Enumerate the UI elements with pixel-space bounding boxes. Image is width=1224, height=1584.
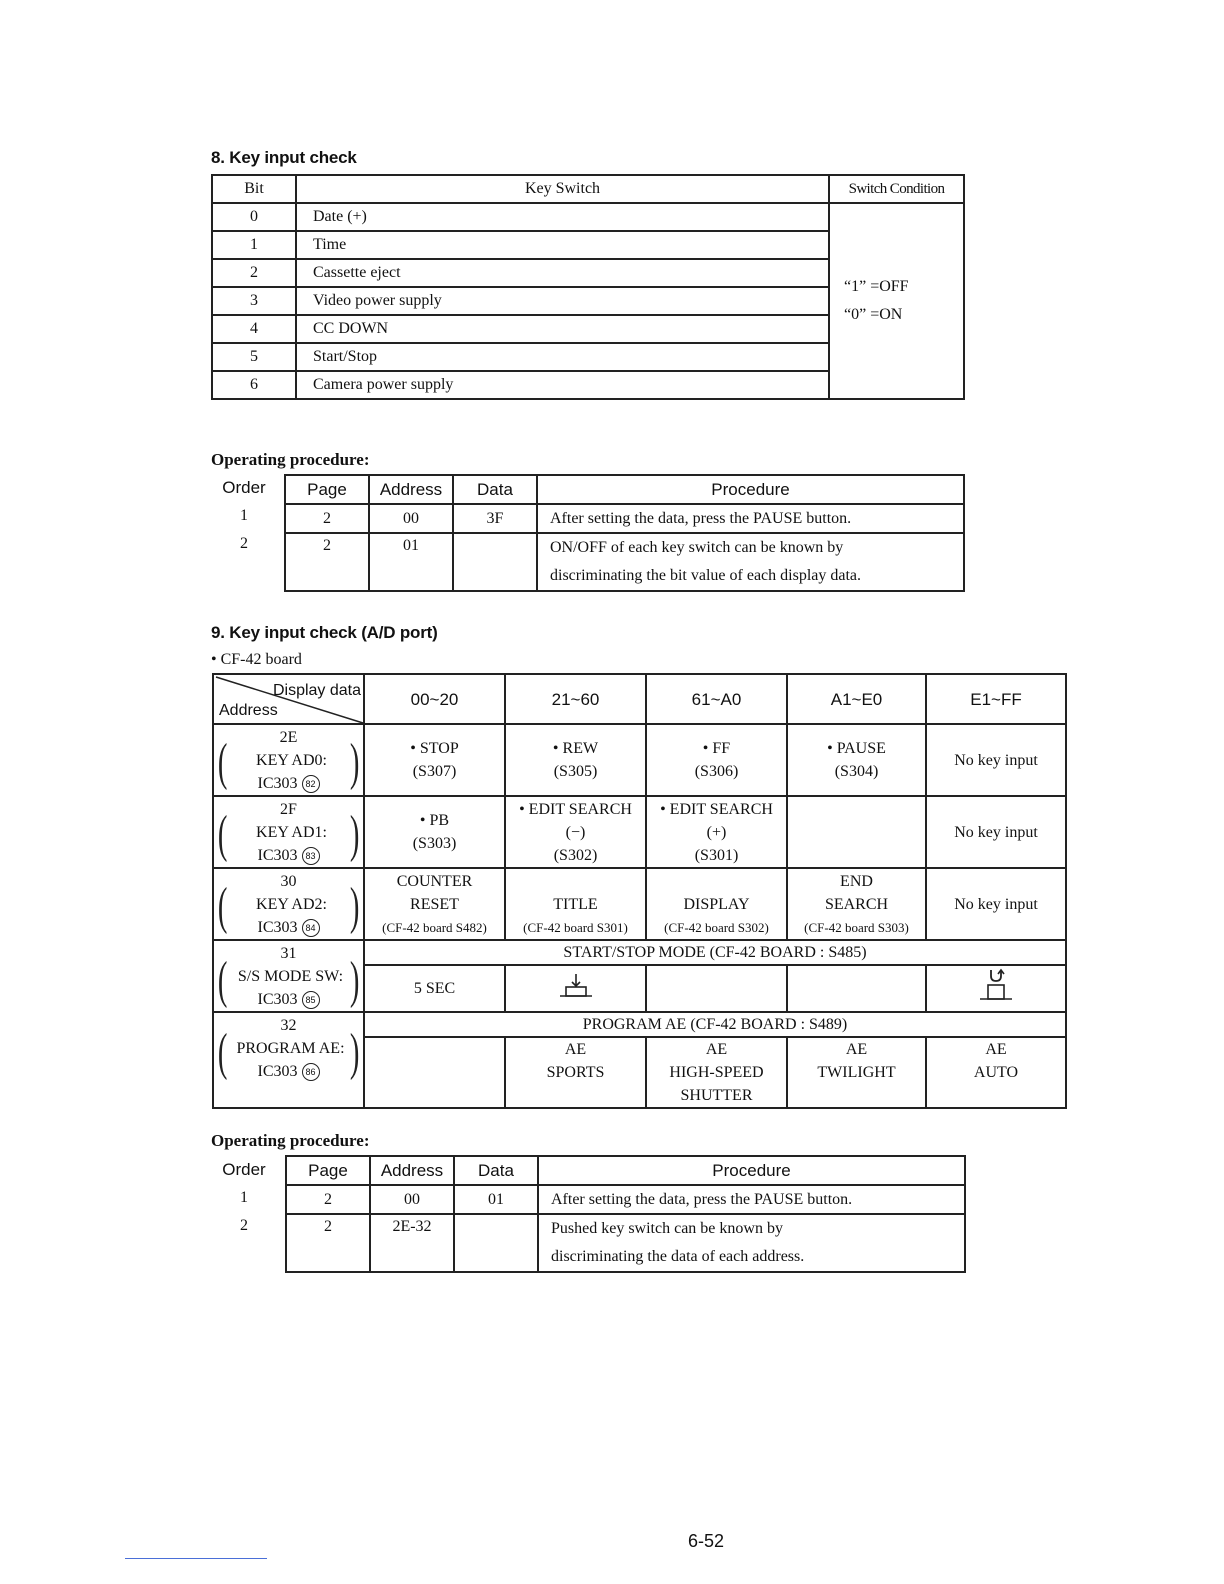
pin-number-badge: 85	[302, 991, 320, 1009]
condition-on: “0” =ON	[844, 306, 903, 323]
bit-cell: 6	[212, 371, 296, 399]
ad-port-table	[212, 673, 1067, 1109]
key-input-table	[211, 174, 965, 400]
data-cell	[453, 533, 537, 591]
address-cell: 2E-32	[370, 1214, 454, 1272]
col-header-e1-ff: E1~FF	[926, 674, 1066, 724]
left-paren: (	[217, 806, 228, 863]
bit-cell: 5	[212, 343, 296, 371]
order-label: Order	[222, 478, 266, 497]
table-row	[213, 796, 1066, 868]
cell	[787, 868, 926, 940]
ic-label: IC303	[257, 991, 298, 1008]
table-row	[213, 1037, 1066, 1108]
cell-line: SEARCH	[824, 895, 889, 913]
ic-label: IC303	[257, 774, 298, 792]
cell: No key input	[926, 724, 1066, 796]
left-paren: (	[217, 952, 228, 1009]
address-key-label: PROGRAM AE:	[236, 1040, 345, 1057]
corner-header-cell	[213, 674, 364, 724]
address-key-label: KEY AD0:	[256, 751, 327, 769]
switch-condition-cell	[829, 203, 964, 399]
col-header-switch-condition: Switch Condition	[829, 175, 964, 203]
procedure-cell	[537, 533, 964, 591]
order-1: 1	[240, 1189, 248, 1206]
cell	[646, 868, 787, 940]
cell	[505, 796, 646, 868]
table-row	[286, 1185, 965, 1214]
data-cell	[454, 1214, 538, 1272]
self-timer-icon	[556, 972, 596, 998]
cell	[646, 1037, 787, 1108]
key-cell: Date (+)	[296, 203, 829, 231]
cell	[364, 1037, 505, 1108]
address-cell: 01	[369, 533, 453, 591]
cell-line: • FF	[702, 740, 731, 757]
cell-line: (S305)	[553, 763, 598, 780]
cell-line: SHUTTER	[680, 1087, 753, 1104]
cell-line: (S304)	[834, 763, 879, 780]
ic-label: IC303	[257, 1063, 298, 1080]
address-cell: 00	[370, 1185, 454, 1214]
page-cell: 2	[285, 504, 369, 533]
table-header-row	[212, 175, 964, 203]
cell: 5 SEC	[364, 965, 505, 1012]
span-label: START/STOP MODE (CF-42 BOARD : S485)	[364, 940, 1066, 965]
data-cell: 01	[454, 1185, 538, 1214]
table-row	[286, 1214, 965, 1272]
key-cell: Video power supply	[296, 287, 829, 315]
table-row	[285, 533, 964, 591]
cell	[505, 868, 646, 940]
cell	[787, 965, 926, 1012]
procedure-cell: After setting the data, press the PAUSE button.	[538, 1185, 965, 1214]
section-8-title: 8. Key input check	[211, 148, 357, 167]
cell	[646, 965, 787, 1012]
procedure-cell	[538, 1214, 965, 1272]
footer-rule	[125, 1558, 267, 1559]
col-header-a1-e0: A1~E0	[787, 674, 926, 724]
col-header-21-60: 21~60	[505, 674, 646, 724]
cell-line: AE	[564, 1041, 587, 1058]
cell-line: RESET	[410, 895, 459, 913]
table-row	[213, 940, 1066, 965]
procedure-table-8	[284, 474, 965, 592]
col-header-data: Data	[454, 1156, 538, 1185]
address-cell	[213, 796, 364, 868]
cell-line: TWILIGHT	[817, 1064, 896, 1081]
cell-line: AE	[985, 1041, 1007, 1058]
address-value: 32	[213, 1012, 364, 1037]
corner-address: Address	[219, 702, 278, 719]
pin-number-badge: 82	[302, 775, 320, 793]
bit-cell: 1	[212, 231, 296, 259]
procedure-line-1: Pushed key switch can be known by	[551, 1220, 783, 1237]
cell-line: (S303)	[412, 835, 457, 852]
left-paren: (	[217, 734, 228, 791]
table-header-row	[286, 1156, 965, 1185]
bit-cell: 4	[212, 315, 296, 343]
cell	[505, 1037, 646, 1108]
cell-line: (CF-42 board S303)	[804, 919, 909, 935]
procedure-title-9: Operating procedure:	[211, 1131, 370, 1150]
table-row	[213, 965, 1066, 1012]
cell-line: • REW	[552, 740, 599, 757]
cell-line: DISPLAY	[683, 895, 750, 913]
cell	[505, 965, 646, 1012]
key-cell: Cassette eject	[296, 259, 829, 287]
cell	[364, 868, 505, 940]
col-header-procedure: Procedure	[537, 475, 964, 504]
cell: No key input	[926, 868, 1066, 940]
table-header-row	[213, 674, 1066, 724]
section-9-title: 9. Key input check (A/D port)	[211, 623, 438, 642]
cell-line: (−)	[565, 823, 586, 841]
order-2: 2	[240, 535, 248, 552]
cell	[646, 796, 787, 868]
bit-cell: 3	[212, 287, 296, 315]
procedure-line-1: ON/OFF of each key switch can be known by	[550, 539, 844, 556]
cell	[787, 1037, 926, 1108]
page-cell: 2	[286, 1214, 370, 1272]
cell	[505, 724, 646, 796]
col-header-data: Data	[453, 475, 537, 504]
cell-line: • EDIT SEARCH	[519, 800, 632, 818]
ic-label: IC303	[257, 846, 298, 864]
page-cell: 2	[286, 1185, 370, 1214]
cell-line: HIGH-SPEED	[669, 1064, 764, 1081]
address-key-label: S/S MODE SW:	[237, 968, 344, 985]
procedure-title-8: Operating procedure:	[211, 450, 370, 469]
cell	[787, 796, 926, 868]
order-1: 1	[240, 507, 248, 524]
corner-display-data: Display data	[272, 682, 361, 699]
cell: No key input	[926, 796, 1066, 868]
address-ic	[214, 772, 363, 795]
procedure-line-2: discriminating the bit value of each display data.	[550, 567, 862, 584]
table-row	[213, 868, 1066, 940]
address-ic	[214, 916, 363, 939]
col-header-page: Page	[285, 475, 369, 504]
cell-line: • STOP	[410, 740, 459, 757]
cell-line: (CF-42 board S301)	[523, 919, 628, 935]
col-header-address: Address	[370, 1156, 454, 1185]
table-row	[285, 504, 964, 533]
cell-line: END	[840, 872, 873, 890]
cell-line: • EDIT SEARCH	[660, 800, 773, 818]
order-label: Order	[222, 1160, 266, 1179]
col-header-procedure: Procedure	[538, 1156, 965, 1185]
data-cell: 3F	[453, 504, 537, 533]
cell-line: AUTO	[973, 1064, 1019, 1081]
cell-line: (S302)	[553, 846, 598, 864]
bit-cell: 2	[212, 259, 296, 287]
board-label: • CF-42 board	[211, 651, 302, 668]
right-paren: )	[349, 734, 360, 791]
col-header-page: Page	[286, 1156, 370, 1185]
cell-line: (CF-42 board S482)	[382, 919, 487, 935]
key-cell: Start/Stop	[296, 343, 829, 371]
cell-line: (+)	[706, 823, 727, 841]
ic-label: IC303	[257, 918, 298, 936]
span-label: PROGRAM AE (CF-42 BOARD : S489)	[364, 1012, 1066, 1037]
key-cell: Camera power supply	[296, 371, 829, 399]
address-cell	[213, 868, 364, 940]
col-header-00-20: 00~20	[364, 674, 505, 724]
cell	[926, 965, 1066, 1012]
right-paren: )	[349, 1024, 360, 1081]
right-paren: )	[349, 878, 360, 935]
cell-line: SPORTS	[546, 1064, 605, 1081]
address-value: 30	[280, 872, 297, 890]
col-header-bit: Bit	[212, 175, 296, 203]
cell-line: (S306)	[694, 763, 739, 780]
cell-line: COUNTER	[396, 872, 473, 890]
cell-line: AE	[705, 1041, 728, 1058]
procedure-line-2: discriminating the data of each address.	[551, 1248, 805, 1265]
left-paren: (	[217, 878, 228, 935]
pin-number-badge: 83	[302, 847, 320, 865]
address-value: 2F	[280, 800, 297, 818]
col-header-key-switch: Key Switch	[296, 175, 829, 203]
procedure-cell: After setting the data, press the PAUSE button.	[537, 504, 964, 533]
key-cell: CC DOWN	[296, 315, 829, 343]
address-ic	[214, 844, 363, 867]
table-header-row	[285, 475, 964, 504]
cell-line: (CF-42 board S302)	[664, 919, 769, 935]
address-key-label: KEY AD2:	[256, 895, 327, 913]
cell-line: (S301)	[694, 846, 739, 864]
cell-line: • PAUSE	[827, 740, 886, 757]
pin-number-badge: 84	[302, 919, 320, 937]
address-ic	[214, 988, 363, 1011]
cell	[926, 1037, 1066, 1108]
right-paren: )	[349, 952, 360, 1009]
page-cell: 2	[285, 533, 369, 591]
pin-number-badge: 86	[302, 1063, 320, 1081]
right-paren: )	[349, 806, 360, 863]
cell	[364, 724, 505, 796]
left-paren: (	[217, 1024, 228, 1081]
interval-record-icon	[976, 966, 1016, 1004]
cell	[787, 724, 926, 796]
procedure-table-9	[285, 1155, 966, 1273]
table-row	[213, 1012, 1066, 1037]
cell	[646, 724, 787, 796]
address-value: 2E	[279, 728, 298, 746]
cell-line: TITLE	[553, 895, 598, 913]
key-cell: Time	[296, 231, 829, 259]
address-value: 31	[213, 940, 364, 965]
cell	[364, 796, 505, 868]
address-cell: 00	[369, 504, 453, 533]
address-cell	[213, 724, 364, 796]
col-header-61-a0: 61~A0	[646, 674, 787, 724]
page-number: 6-52	[688, 1531, 725, 1551]
table-row	[212, 203, 964, 231]
condition-off: “1” =OFF	[844, 278, 909, 295]
cell-line: • PB	[419, 812, 450, 829]
address-key-label: KEY AD1:	[256, 823, 327, 841]
cell-line: AE	[845, 1041, 868, 1058]
col-header-address: Address	[369, 475, 453, 504]
address-ic	[214, 1060, 363, 1083]
table-row	[213, 724, 1066, 796]
bit-cell: 0	[212, 203, 296, 231]
cell-line: (S307)	[412, 763, 457, 780]
order-2: 2	[240, 1217, 248, 1234]
